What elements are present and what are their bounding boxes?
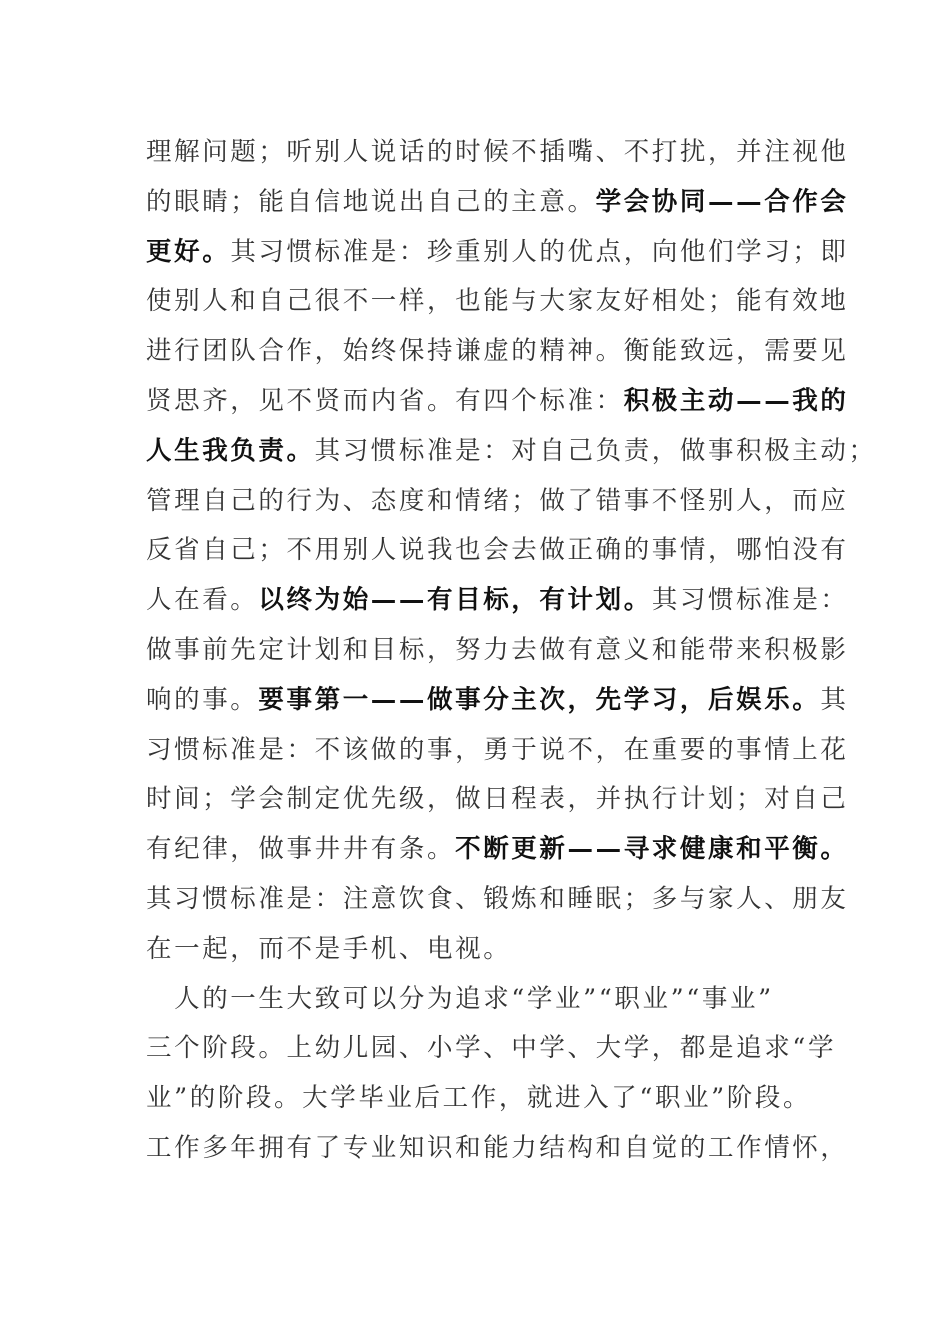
bold-heading-text: 以终为始——有目标，有计划。 xyxy=(258,585,652,616)
paragraph-1 xyxy=(146,128,877,975)
bold-heading-text: 积极主动——我的 xyxy=(623,385,849,416)
body-text-segment: 其习惯标准是：注意饮食、锻炼和睡眠；多与家人、朋友 xyxy=(146,883,849,914)
body-text-segment: 工作多年拥有了专业知识和能力结构和自觉的工作情怀， xyxy=(146,1132,849,1163)
body-text-segment: 响的事。 xyxy=(146,684,259,715)
body-text-segment: 管理自己的行为、态度和情绪；做了错事不怪别人，而应 xyxy=(146,485,849,516)
paragraph-1-line xyxy=(146,128,849,178)
body-text-segment: 其习惯标准是：珍重别人的优点，向他们学习；即 xyxy=(230,236,849,267)
paragraph-1-line xyxy=(146,526,849,576)
body-text-segment: 理解问题；听别人说话的时候不插嘴、不打扰，并注视他 xyxy=(146,137,849,167)
bold-heading-text: 学会协同——合作会 xyxy=(595,186,849,217)
bold-heading-text: 人生我负责。 xyxy=(146,435,315,466)
body-text-segment: 有纪律，做事井井有条。 xyxy=(146,834,456,865)
body-text-segment: 进行团队合作，始终保持谦虚的精神。衡能致远，需要见 xyxy=(146,336,849,367)
paragraph-2-line xyxy=(146,1024,837,1074)
paragraph-1-line xyxy=(146,277,849,327)
paragraph-1-line xyxy=(146,228,849,278)
paragraph-1-line xyxy=(146,427,877,477)
paragraph-1-line xyxy=(146,925,826,975)
body-text-segment: 在一起，而不是手机、电视。 xyxy=(146,933,512,964)
body-text-segment: 反省自己；不用别人说我也会去做正确的事情，哪怕没有 xyxy=(146,535,849,566)
paragraph-1-line xyxy=(146,477,849,527)
bold-heading-text: 更好。 xyxy=(146,236,231,267)
paragraph-1-line xyxy=(146,178,849,228)
body-text-segment: 人在看。 xyxy=(146,585,259,616)
body-text-segment: 其 xyxy=(820,684,849,715)
body-text-segment: 做事前先定计划和目标，努力去做有意义和能带来积极影 xyxy=(146,634,849,665)
body-text-segment: 人的一生大致可以分为追求“学业”“职业”“事业” xyxy=(146,983,774,1014)
bold-heading-text: 不断更新——寻求健康和平衡。 xyxy=(455,834,849,865)
body-text-segment: 时间；学会制定优先级，做日程表，并执行计划；对自己 xyxy=(146,784,849,815)
body-text-segment: 使别人和自己很不一样，也能与大家友好相处；能有效地 xyxy=(146,286,849,317)
paragraph-1-line xyxy=(146,377,849,427)
paragraph-1-line xyxy=(146,775,849,825)
bold-heading-text: 要事第一——做事分主次，先学习，后娱乐。 xyxy=(258,684,821,715)
body-text-segment: 其习惯标准是：对自己负责，做事积极主动； xyxy=(314,435,877,466)
body-text-segment: 其习惯标准是： xyxy=(651,585,849,616)
paragraph-1-line xyxy=(146,626,849,676)
paragraph-2-line xyxy=(146,975,826,1025)
body-text-segment: 业”的阶段。大学毕业后工作，就进入了“职业”阶段。 xyxy=(146,1083,812,1114)
paragraph-1-line xyxy=(146,576,849,626)
paragraph-1-line xyxy=(146,825,849,875)
paragraph-1-line xyxy=(146,676,849,726)
paragraph-1-line xyxy=(146,726,849,776)
body-text-segment: 贤思齐，见不贤而内省。有四个标准： xyxy=(146,385,624,416)
paragraph-2-line xyxy=(146,1074,826,1124)
body-text-segment: 习惯标准是：不该做的事，勇于说不，在重要的事情上花 xyxy=(146,734,849,765)
paragraph-1-line xyxy=(146,875,849,925)
paragraph-2-line xyxy=(146,1124,849,1174)
paragraph-2 xyxy=(146,975,849,1174)
body-text-segment: 三个阶段。上幼儿园、小学、中学、大学，都是追求“学 xyxy=(146,1033,837,1064)
paragraph-1-line xyxy=(146,327,849,377)
body-text xyxy=(146,128,877,1174)
body-text-segment: 的眼睛；能自信地说出自己的主意。 xyxy=(146,186,596,217)
